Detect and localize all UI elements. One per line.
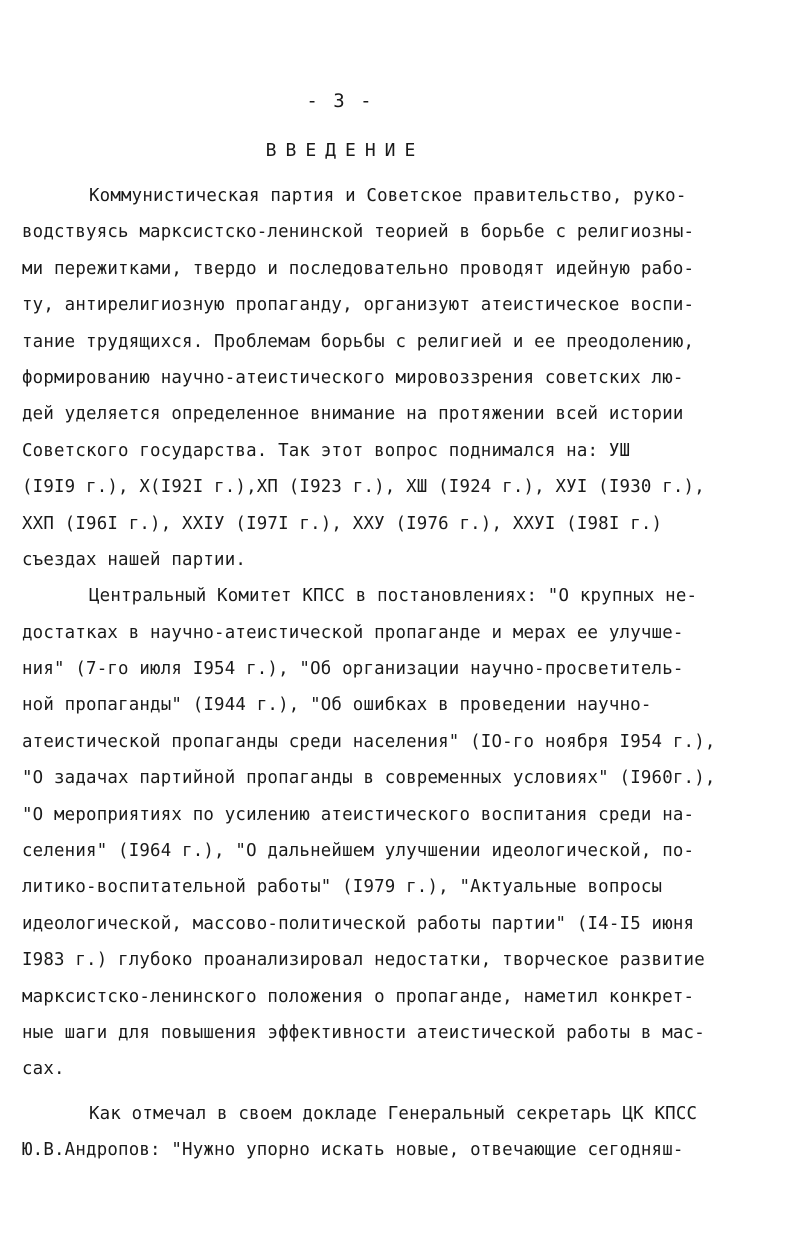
text-line: сах. xyxy=(22,1059,65,1080)
text-line: "О мероприятиях по усилению атеистического воспитания среди на- xyxy=(22,804,695,825)
paragraph-spacer xyxy=(22,1088,772,1096)
paragraph-3 xyxy=(22,1096,772,1169)
text-line: ные шаги для повышения эффективности атеистической работы в мас- xyxy=(22,1022,705,1043)
text-line: Центральный Комитет КПСС в постановлениях: "О крупных не- xyxy=(89,586,698,607)
text-line: ной пропаганды" (I944 г.), "Об ошибках в проведении научно- xyxy=(22,695,652,716)
text-line: ту, антирелигиозную пропаганду, организуют атеистическое воспи- xyxy=(22,295,695,316)
text-line: I983 г.) глубоко проанализировал недостатки, творческое развитие xyxy=(22,950,705,971)
text-line: идеологической, массово-политической работы партии" (I4-I5 июня xyxy=(22,913,695,934)
text-line: Советского государства. Так этот вопрос поднимался на: УШ xyxy=(22,440,631,461)
text-line: ми пережитками, твердо и последовательно проводят идейную рабо- xyxy=(22,258,695,279)
section-title: ВВЕДЕНИЕ xyxy=(265,140,425,161)
text-line: Ю.В.Андропов: "Нужно упорно искать новые, отвечающие сегодняш- xyxy=(22,1140,684,1161)
text-line: водствуясь марксистско-ленинской теорией в борьбе с религиозны- xyxy=(22,222,695,243)
text-line: литико-воспитательной работы" (I979 г.), "Актуальные вопросы xyxy=(22,877,663,898)
paragraph-2 xyxy=(22,578,772,1087)
text-line: ния" (7-го июля I954 г.), "Об организации научно-просветитель- xyxy=(22,659,684,680)
text-line: XXП (I96I г.), XXIУ (I97I г.), XXУ (I976 г.), XXУI (I98I г.) xyxy=(22,513,663,534)
page-number: - 3 - xyxy=(306,90,374,112)
text-line: "О задачах партийной пропаганды в современных условиях" (I960г.), xyxy=(22,768,716,789)
text-line: формированию научно-атеистического мировоззрения советских лю- xyxy=(22,367,684,388)
text-line: Коммунистическая партия и Советское правительство, руко- xyxy=(89,186,687,206)
text-line: Как отмечал в своем докладе Генеральный секретарь ЦК КПСС xyxy=(89,1103,698,1124)
text-line: дей уделяется определенное внимание на протяжении всей истории xyxy=(22,404,684,425)
text-line: (I9I9 г.), X(I92I г.),XП (I923 г.), XШ (I924 г.), XУI (I930 г.), xyxy=(22,477,705,498)
text-line: тание трудящихся. Проблемам борьбы с религией и ее преодолению, xyxy=(22,331,695,352)
text-line: достатках в научно-атеистической пропаганде и мерах ее улучше- xyxy=(22,622,684,643)
paragraph-1 xyxy=(22,178,772,578)
text-line: селения" (I964 г.), "О дальнейшем улучшении идеологической, по- xyxy=(22,841,695,862)
body-text xyxy=(22,178,772,1169)
text-line: марксистско-ленинского положения о пропаганде, наметил конкрет- xyxy=(22,986,695,1007)
text-line: атеистической пропаганды среди населения" (IO-го ноября I954 г.), xyxy=(22,731,716,752)
text-line: съездах нашей партии. xyxy=(22,549,247,570)
